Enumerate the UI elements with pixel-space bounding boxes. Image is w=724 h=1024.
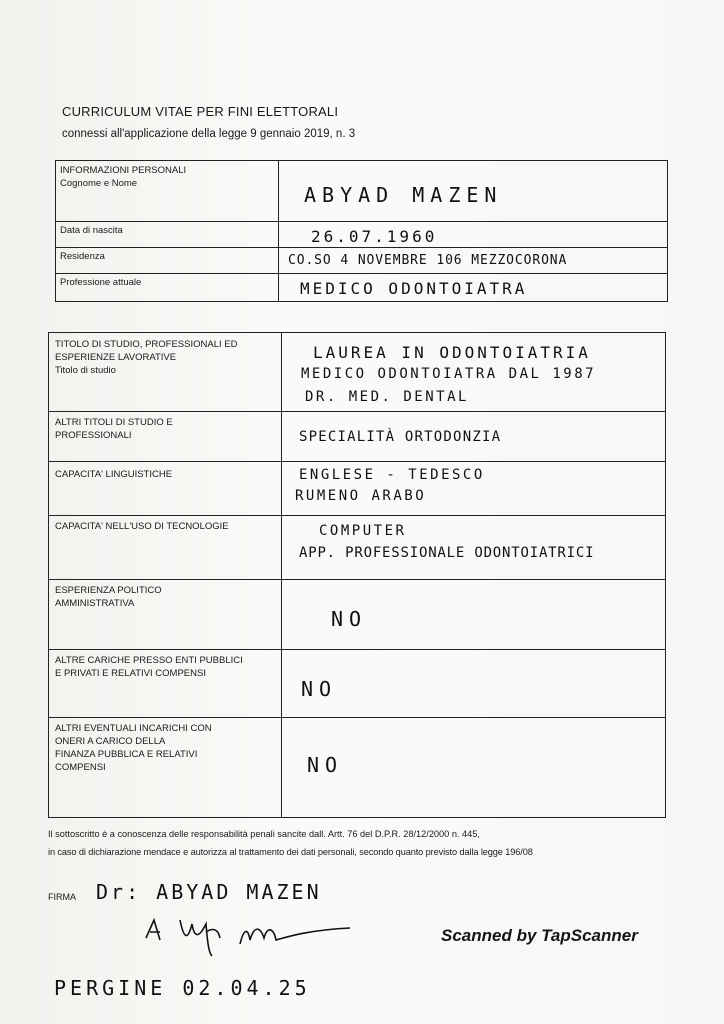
- political-label-line-2: AMMINISTRATIVA: [55, 598, 135, 609]
- name-label: Cognome e Nome: [60, 178, 138, 189]
- scanner-watermark: Scanned by TapScanner: [441, 926, 638, 945]
- birth-date-value: 26.07.1960: [311, 227, 438, 246]
- cv-table: [48, 332, 666, 818]
- name-value: ABYAD MAZEN: [304, 183, 503, 207]
- assignments-value: NO: [307, 753, 344, 777]
- assignments-label-line-4: COMPENSI: [55, 762, 106, 773]
- study-value-line-1: LAUREA IN ODONTOIATRIA: [313, 343, 591, 362]
- place-date: PERGINE 02.04.25: [54, 976, 311, 1000]
- profession-label: Professione attuale: [60, 277, 142, 288]
- languages-value-line-2: RUMENO ARABO: [295, 488, 427, 504]
- residence-value: CO.SO 4 NOVEMBRE 106 MEZZOCORONA: [288, 253, 568, 268]
- document-title: CURRICULUM VITAE PER FINI ELETTORALI: [62, 104, 339, 119]
- tech-label: CAPACITA' NELL'USO DI TECNOLOGIE: [55, 521, 229, 532]
- personal-info-table: [55, 160, 668, 302]
- languages-value-line-1: ENGLESE - TEDESCO: [299, 467, 485, 483]
- other-titles-value: SPECIALITÀ ORTODONZIA: [299, 429, 502, 445]
- offices-value: NO: [301, 677, 338, 701]
- assignments-label-line-2: ONERI A CARICO DELLA: [55, 736, 166, 747]
- languages-label: CAPACITA' LINGUISTICHE: [55, 469, 173, 480]
- assignments-label-line-3: FINANZA PUBBLICA E RELATIVI: [55, 749, 198, 760]
- declaration-line-1: Il sottoscritto è a conoscenza delle responsabilità penali sancite dall. Artt. 76 del D.P.R. 28/12/2000 n. 445,: [48, 829, 480, 839]
- birth-date-label: Data di nascita: [60, 225, 123, 236]
- study-value-line-2: MEDICO ODONTOIATRA DAL 1987: [301, 366, 597, 382]
- other-titles-label-line-2: PROFESSIONALI: [55, 430, 132, 441]
- tech-value-line-1: COMPUTER: [319, 523, 407, 539]
- firma-label: FIRMA: [48, 892, 76, 902]
- other-titles-label-line-1: ALTRI TITOLI DI STUDIO E: [55, 417, 173, 428]
- residence-label: Residenza: [60, 251, 105, 262]
- firma-name: Dr: ABYAD MAZEN: [96, 880, 322, 904]
- declaration-line-2: in caso di dichiarazione mendace e autorizza al trattamento dei dati personali, secondo quanto previsto dalla legge 196/08: [48, 847, 533, 857]
- study-label-line-3: Titolo di studio: [55, 365, 116, 376]
- political-label-line-1: ESPERIENZA POLITICO: [55, 585, 162, 596]
- offices-label-line-1: ALTRE CARICHE PRESSO ENTI PUBBLICI: [55, 655, 243, 666]
- handwritten-signature: [140, 910, 360, 960]
- study-label-line-1: TITOLO DI STUDIO, PROFESSIONALI ED: [55, 339, 238, 350]
- offices-label-line-2: E PRIVATI E RELATIVI COMPENSI: [55, 668, 206, 679]
- document-subtitle: connessi all'applicazione della legge 9 gennaio 2019, n. 3: [62, 128, 356, 140]
- study-value-line-3: DR. MED. DENTAL: [305, 389, 469, 405]
- profession-value: MEDICO ODONTOIATRA: [300, 279, 528, 298]
- political-value: NO: [331, 607, 368, 631]
- tech-value-line-2: APP. PROFESSIONALE ODONTOIATRICI: [299, 545, 595, 561]
- study-label-line-2: ESPERIENZE LAVORATIVE: [55, 352, 177, 363]
- assignments-label-line-1: ALTRI EVENTUALI INCARICHI CON: [55, 723, 212, 734]
- section-label-personal: INFORMAZIONI PERSONALI: [60, 165, 187, 176]
